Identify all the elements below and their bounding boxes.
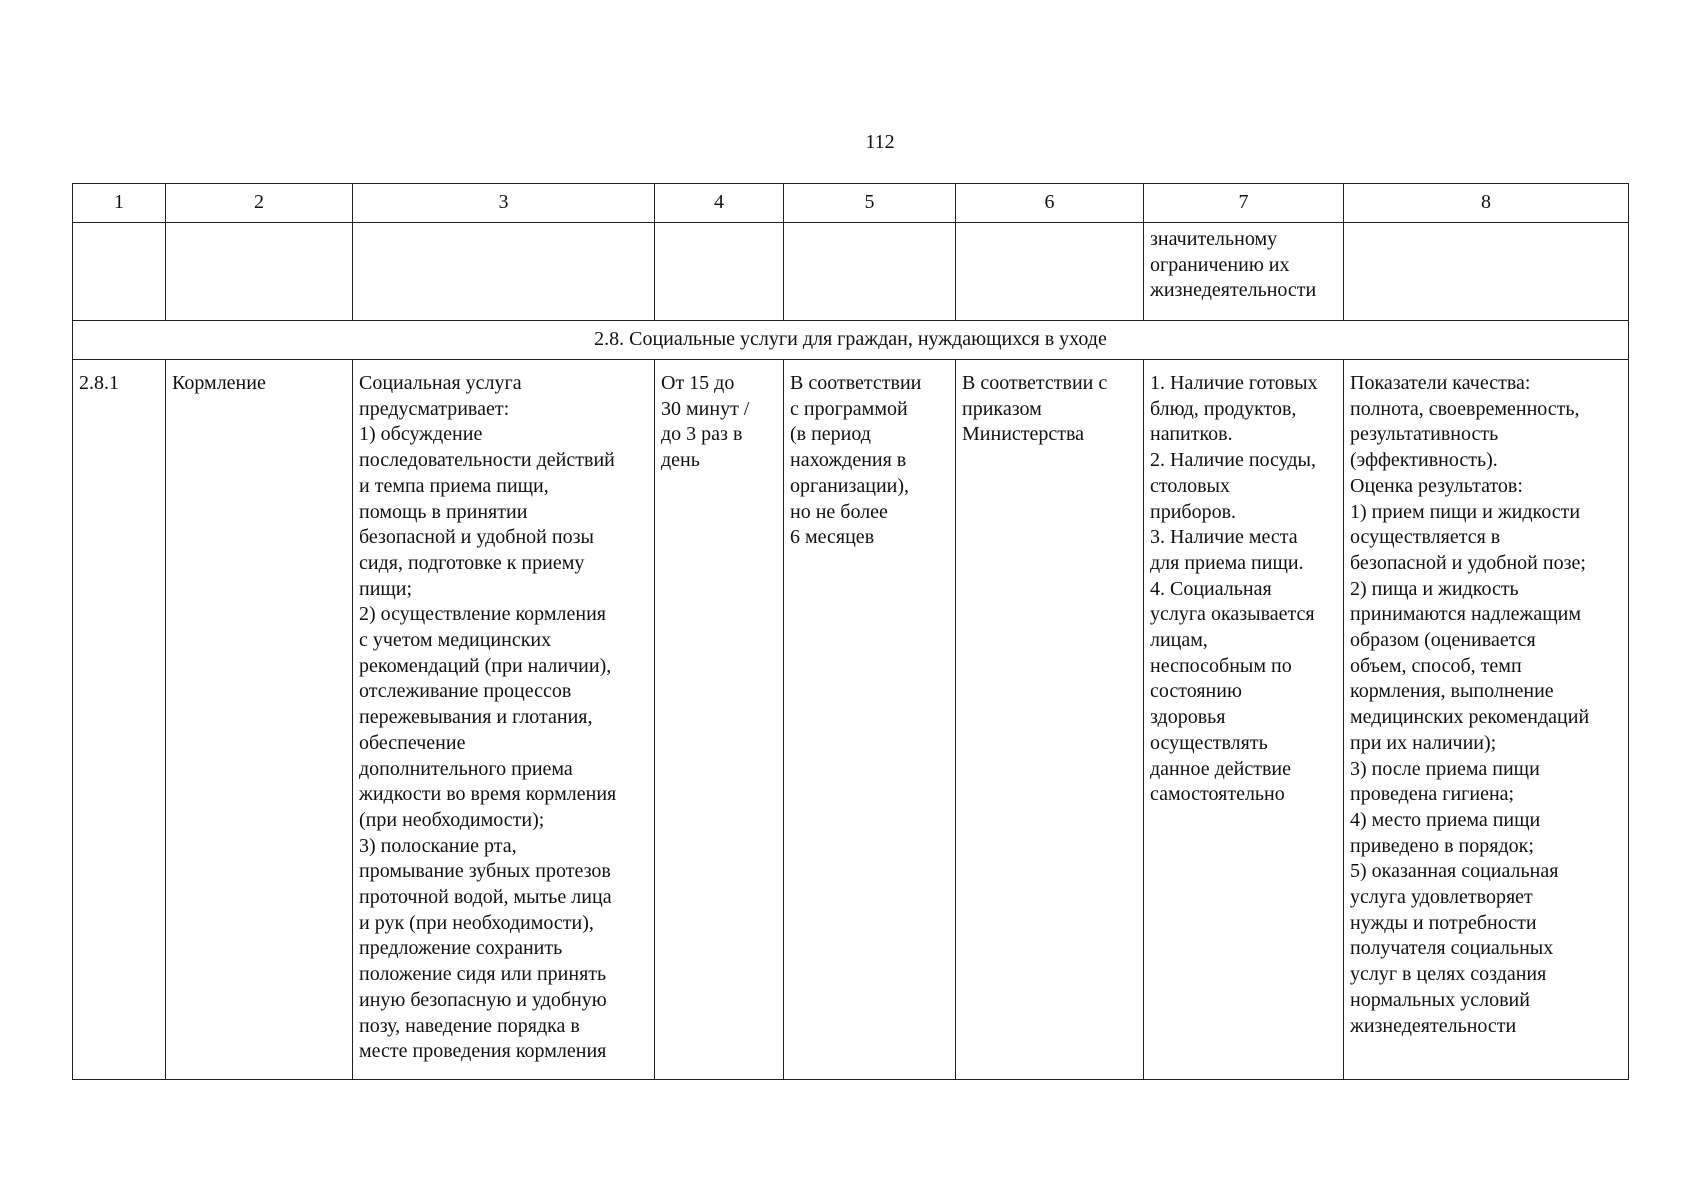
service-quality: Показатели качества: полнота, своевременность, результативность (эффективность). Оценка результатов: 1) прием пищи и жидкости осуществляется в безопасной и удобной позе; 2) пища и жидкость принимаются надлежащим образом (оценивается объем, способ, темп кормления, выполнение медицинских рекомендаций при их наличии); 3) после приема пищи проведена гигиена; 4) место приема пищи приведено в порядок; 5) оказанная социальная услуга удовлетворяет нужды и потребности получателя социальных услуг в целях создания нормальных условий жизнедеятельности xyxy=(1344,360,1629,1080)
table-cell xyxy=(784,223,956,321)
table-cell xyxy=(1344,223,1629,321)
column-header: 5 xyxy=(784,184,956,223)
service-period: В соответствии с программой (в период нахождения в организации), но не более 6 месяцев xyxy=(784,360,956,1080)
service-name: Кормление xyxy=(166,360,353,1080)
table-cell xyxy=(956,223,1144,321)
column-number-row xyxy=(73,184,1629,223)
column-header: 7 xyxy=(1144,184,1344,223)
service-description: Социальная услуга предусматривает: 1) обсуждение последовательности действий и темпа приема пищи, помощь в принятии безопасной и удобной позы сидя, подготовке к приему пищи; 2) осуществление кормления с учетом медицинских рекомендаций (при наличии), отслеживание процессов пережевывания и глотания, обеспечение дополнительного приема жидкости во время кормления (при необходимости); 3) полоскание рта, промывание зубных протезов проточной водой, мытье лица и рук (при необходимости), предложение сохранить положение сидя или принять иную безопасную и удобную позу, наведение порядка в месте проведения кормления xyxy=(353,360,655,1080)
table-cell xyxy=(655,223,784,321)
table-cell xyxy=(73,223,166,321)
service-conditions: 1. Наличие готовых блюд, продуктов, напитков. 2. Наличие посуды, столовых приборов. 3. Наличие места для приема пищи. 4. Социальная услуга оказывается лицам, неспособным по состоянию здоровья осуществлять данное действие самостоятельно xyxy=(1144,360,1344,1080)
section-row xyxy=(73,321,1629,360)
service-number: 2.8.1 xyxy=(73,360,166,1080)
page-number: 112 xyxy=(865,131,895,153)
section-title: 2.8. Социальные услуги для граждан, нуждающихся в уходе xyxy=(73,321,1629,360)
column-header: 4 xyxy=(655,184,784,223)
table-row xyxy=(73,360,1629,1080)
continuation-row xyxy=(73,223,1629,321)
table-cell xyxy=(353,223,655,321)
services-table xyxy=(72,183,1629,1080)
column-header: 6 xyxy=(956,184,1144,223)
table-cell xyxy=(166,223,353,321)
service-time: От 15 до 30 минут / до 3 раз в день xyxy=(655,360,784,1080)
column-header: 8 xyxy=(1344,184,1629,223)
column-header: 1 xyxy=(73,184,166,223)
table-cell: значительному ограничению их жизнедеятельности xyxy=(1144,223,1344,321)
column-header: 3 xyxy=(353,184,655,223)
service-standard: В соответствии с приказом Министерства xyxy=(956,360,1144,1080)
column-header: 2 xyxy=(166,184,353,223)
